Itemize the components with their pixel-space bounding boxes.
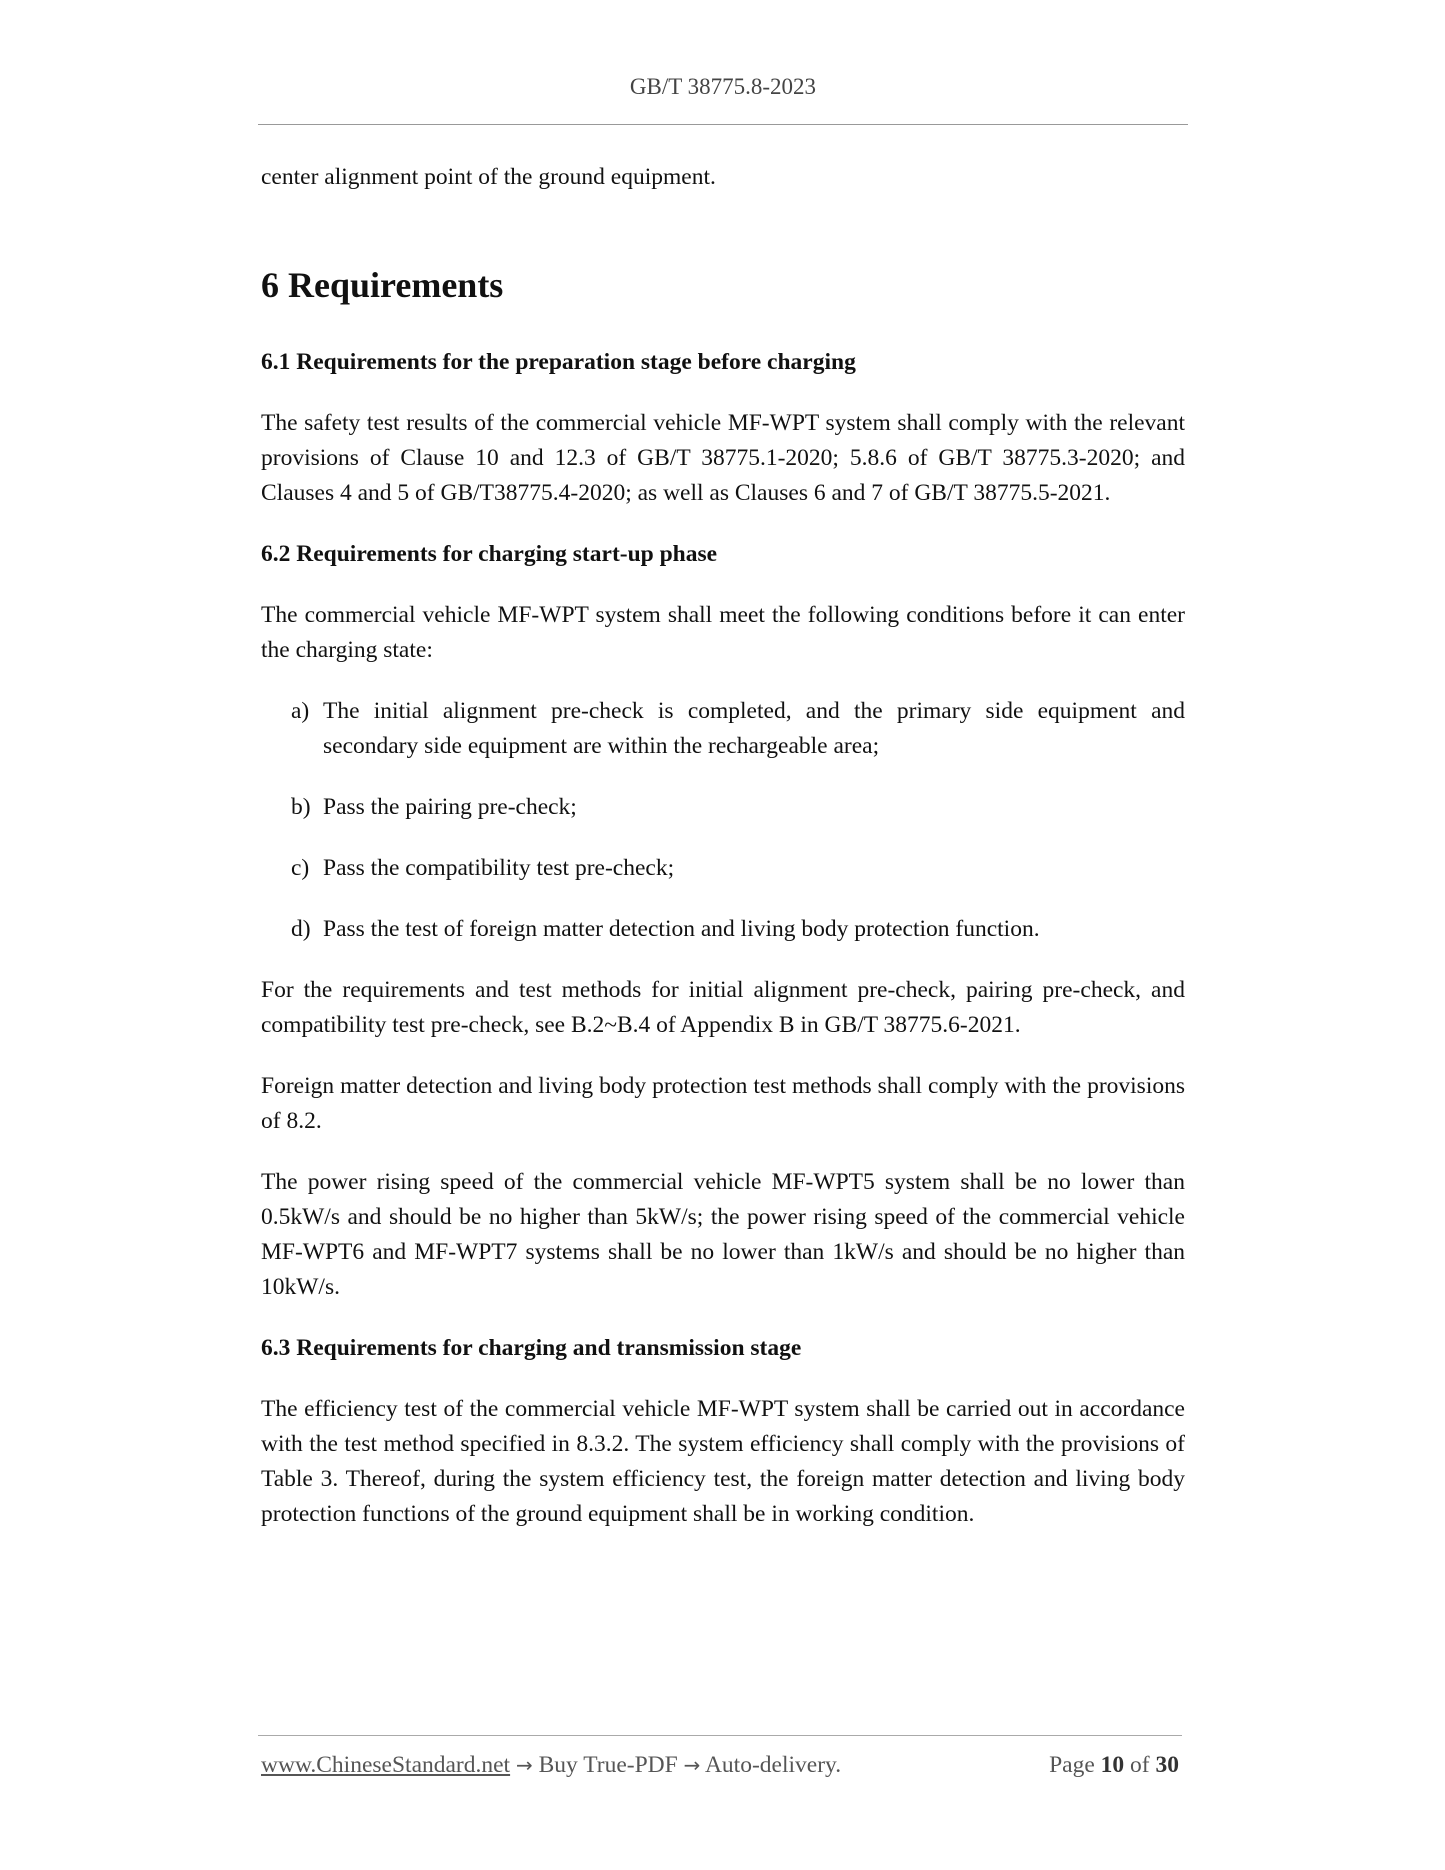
delivery-text: Auto-delivery. xyxy=(704,1752,842,1778)
subsection-heading-6-2: 6.2 Requirements for charging start-up phase xyxy=(261,541,718,567)
paragraph: The power rising speed of the commercial vehicle MF-WPT5 system shall be no lower than 0.5kW/s and should be no higher than 5kW/s; the power rising speed of the commercial vehicle MF-WPT6 and MF-WPT7 systems shall be no lower than 1kW/s and should be no higher than 10kW/s. xyxy=(261,1169,1185,1300)
list-marker: a) xyxy=(291,698,310,724)
subsection-heading-6-3: 6.3 Requirements for charging and transmission stage xyxy=(261,1335,802,1361)
paragraph: Foreign matter detection and living body protection test methods shall comply with the provisions of 8.2. xyxy=(261,1073,1185,1134)
list-item-text: Pass the test of foreign matter detection and living body protection function. xyxy=(323,916,1040,942)
paragraph: For the requirements and test methods for initial alignment pre-check, pairing pre-check, and compatibility test pre-check, see B.2~B.4 of Appendix B in GB/T 38775.6-2021. xyxy=(261,977,1185,1038)
arrow-right-icon: → xyxy=(683,1753,701,1777)
list-marker: b) xyxy=(291,794,311,820)
list-marker: c) xyxy=(291,855,310,881)
of-label: of xyxy=(1130,1752,1150,1778)
header-divider xyxy=(258,124,1188,125)
list-item-text: Pass the compatibility test pre-check; xyxy=(323,855,675,881)
running-header: GB/T 38775.8-2023 xyxy=(629,74,817,99)
list-item xyxy=(291,790,1185,825)
site-link[interactable]: www.ChineseStandard.net xyxy=(261,1752,511,1778)
list-item xyxy=(291,851,1185,886)
buy-text: Buy True-PDF xyxy=(538,1752,678,1778)
list-item-text: Pass the pairing pre-check; xyxy=(323,794,577,820)
continuation-text: center alignment point of the ground equipment. xyxy=(261,164,716,190)
page-number xyxy=(1049,1752,1179,1788)
paragraph: The safety test results of the commercial vehicle MF-WPT system shall comply with the relevant provisions of Clause 10 and 12.3 of GB/T 38775.1-2020; 5.8.6 of GB/T 38775.3-2020; and Clauses 4 and 5 of GB/T38775.4-2020; as well as Clauses 6 and 7 of GB/T 38775.5-2021. xyxy=(261,410,1185,506)
subsection-heading-6-1: 6.1 Requirements for the preparation stage before charging xyxy=(261,349,856,375)
section-heading: 6 Requirements xyxy=(261,265,504,305)
paragraph: The commercial vehicle MF-WPT system shall meet the following conditions before it can enter the charging state: xyxy=(261,602,1185,663)
footer-divider xyxy=(258,1735,1182,1736)
page-content xyxy=(261,160,1185,1558)
list-item-text: The initial alignment pre-check is completed, and the primary side equipment and secondary side equipment are within the rechargeable area; xyxy=(323,698,1185,759)
paragraph: The efficiency test of the commercial vehicle MF-WPT system shall be carried out in accordance with the test method specified in 8.3.2. The system efficiency shall comply with the provisions of Table 3. Thereof, during the system efficiency test, the foreign matter detection and living body protection functions of the ground equipment shall be in working condition. xyxy=(261,1396,1185,1527)
footer-promo xyxy=(261,1752,841,1788)
list-item xyxy=(291,912,1185,947)
list-marker: d) xyxy=(291,916,311,942)
list-item xyxy=(291,694,1185,764)
current-page: 10 xyxy=(1100,1752,1125,1778)
arrow-right-icon: → xyxy=(515,1753,533,1777)
page-footer xyxy=(261,1752,1179,1788)
page-label: Page xyxy=(1049,1752,1095,1778)
total-pages: 30 xyxy=(1155,1752,1179,1778)
